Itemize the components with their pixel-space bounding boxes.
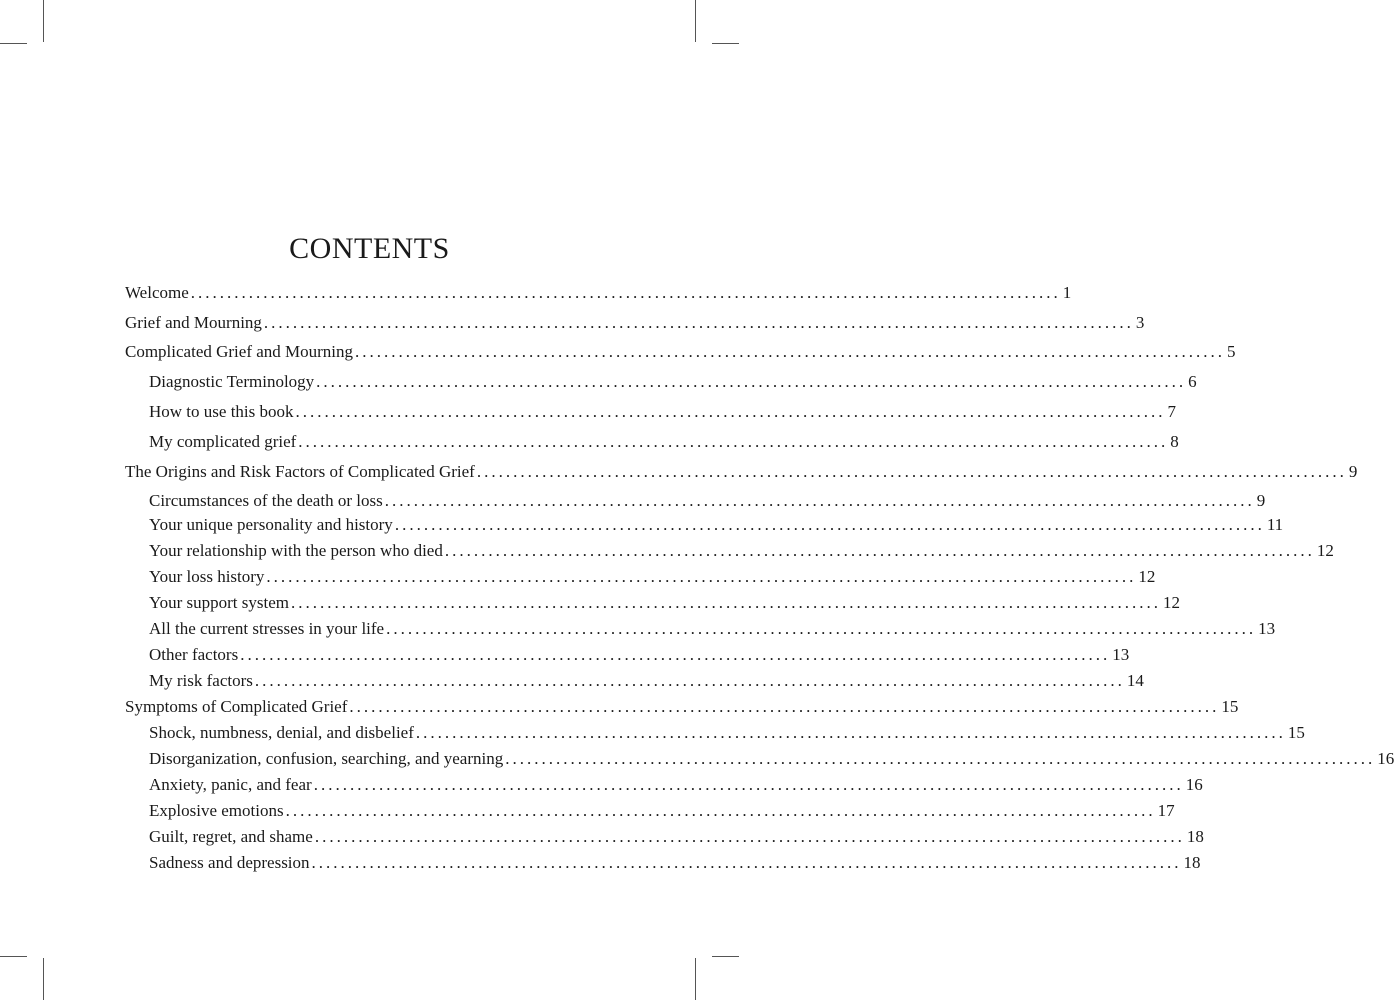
toc-entry-page-number: 8 [1170,431,1179,451]
toc-entry-label: Explosive emotions [149,800,284,820]
toc-dot-leader: ........................................................................................................................ [295,401,1166,421]
toc-entry-label: My complicated grief [149,431,297,451]
toc-entry-page-number: 13 [1258,618,1276,638]
toc-entry-label: Diagnostic Terminology [149,371,315,391]
toc-entry [125,826,1204,853]
toc-dot-leader: ........................................................................................................................ [285,800,1156,820]
toc-dot-leader: ........................................................................................................................ [316,371,1187,391]
toc-entry-label: Symptoms of Complicated Grief [125,696,348,716]
toc-dot-leader: ........................................................................................................................ [415,722,1286,742]
toc-entry-page-number: 14 [1126,670,1144,690]
crop-mark-top-left-horizontal [0,43,27,44]
toc-dot-leader: ........................................................................................................................ [386,618,1257,638]
toc-entry-label: My risk factors [149,670,253,690]
toc-entry-page-number: 12 [1138,566,1156,586]
toc-entry [125,670,1144,697]
toc-dot-leader: ........................................................................................................................ [355,342,1226,361]
toc-entry [125,748,1394,775]
toc-entry-label: The Origins and Risk Factors of Complicated Grief [125,461,475,481]
toc-entry [125,722,1305,749]
crop-mark-top-left-vertical [43,0,44,42]
toc-entry-label: Your unique personality and history [149,514,393,534]
toc-entry-label: Complicated Grief and Mourning [125,342,354,361]
toc-entry-label: How to use this book [149,401,294,421]
toc-dot-leader: ........................................................................................................................ [505,748,1376,768]
toc-entry-page-number: 9 [1256,491,1266,510]
toc-entry-label: Your support system [149,592,289,612]
toc-entry [125,800,1175,827]
toc-entry-label: Sadness and depression [149,852,310,872]
toc-entry-page-number: 18 [1183,852,1201,872]
toc-entry-page-number: 9 [1348,461,1358,481]
toc-dot-leader: ........................................................................................................................ [266,566,1137,586]
toc-entry [125,431,1179,462]
toc-entry-page-number: 6 [1188,371,1197,391]
toc-entry-page-number: 1 [1062,283,1072,302]
toc-entry-page-number: 12 [1162,592,1180,612]
crop-mark-bottom-right-vertical [695,958,696,1000]
toc-dot-leader: ........................................................................................................................ [254,670,1125,690]
toc-entry-label: Shock, numbness, denial, and disbelief [149,722,414,742]
toc-entry [125,491,1266,515]
crop-mark-bottom-right-horizontal [712,956,739,957]
crop-mark-top-right-vertical [695,0,696,42]
toc-entry [125,540,1334,567]
toc-entry [125,644,1130,671]
toc-entry-label: Other factors [149,644,239,664]
toc-entry [125,371,1197,402]
toc-entry [125,283,1072,313]
crop-mark-top-right-horizontal [712,43,739,44]
toc-entry-label: Your loss history [149,566,265,586]
toc-dot-leader: ........................................................................................................................ [314,826,1185,846]
toc-entry-page-number: 17 [1157,800,1175,820]
toc-dot-leader: ........................................................................................................................ [263,312,1134,332]
toc-entry-page-number: 13 [1112,644,1130,664]
toc-entry-label: Welcome [125,283,189,302]
toc-entry [125,774,1203,801]
toc-entry-label: Anxiety, panic, and fear [149,774,312,794]
toc-entry-page-number: 7 [1167,401,1176,421]
toc-dot-leader: ........................................................................................................................ [190,283,1061,302]
toc-dot-leader: ........................................................................................................................ [476,461,1347,481]
toc-dot-leader: ........................................................................................................................ [444,540,1315,560]
toc-entry-label: Disorganization, confusion, searching, and yearning [149,748,504,768]
crop-mark-bottom-left-vertical [43,958,44,1000]
toc-dot-leader: ........................................................................................................................ [240,644,1111,664]
toc-entry-page-number: 15 [1287,722,1305,742]
toc-entry-page-number: 11 [1266,514,1284,534]
toc-entry [125,696,1239,723]
toc-dot-leader: ........................................................................................................................ [394,514,1265,534]
toc-entry-page-number: 16 [1377,748,1394,768]
toc-entry [125,618,1276,645]
toc-entry [125,342,1236,372]
toc-dot-leader: ........................................................................................................................ [290,592,1161,612]
toc-entry-label: All the current stresses in your life [149,618,385,638]
toc-entry [125,514,1284,541]
toc-entry-page-number: 3 [1135,312,1145,332]
table-of-contents [125,283,1394,879]
crop-mark-bottom-left-horizontal [0,956,27,957]
toc-entry [125,852,1201,879]
toc-dot-leader: ........................................................................................................................ [313,774,1184,794]
toc-entry-page-number: 12 [1316,540,1334,560]
toc-entry [125,461,1358,492]
toc-entry [125,401,1176,432]
toc-entry [125,566,1156,593]
toc-entry-label: Guilt, regret, and shame [149,826,313,846]
toc-dot-leader: ........................................................................................................................ [311,852,1182,872]
toc-entry-page-number: 16 [1185,774,1203,794]
toc-entry-page-number: 15 [1221,696,1239,716]
page-title: CONTENTS [289,232,450,265]
toc-entry [125,592,1180,619]
toc-entry-page-number: 18 [1186,826,1204,846]
toc-entry [125,312,1145,343]
toc-entry-label: Grief and Mourning [125,312,262,332]
toc-dot-leader: ........................................................................................................................ [349,696,1220,716]
toc-entry-page-number: 5 [1227,342,1236,361]
toc-entry-label: Your relationship with the person who died [149,540,443,560]
toc-entry-label: Circumstances of the death or loss [149,491,383,510]
toc-dot-leader: ........................................................................................................................ [298,431,1169,451]
toc-dot-leader: ........................................................................................................................ [384,491,1255,510]
